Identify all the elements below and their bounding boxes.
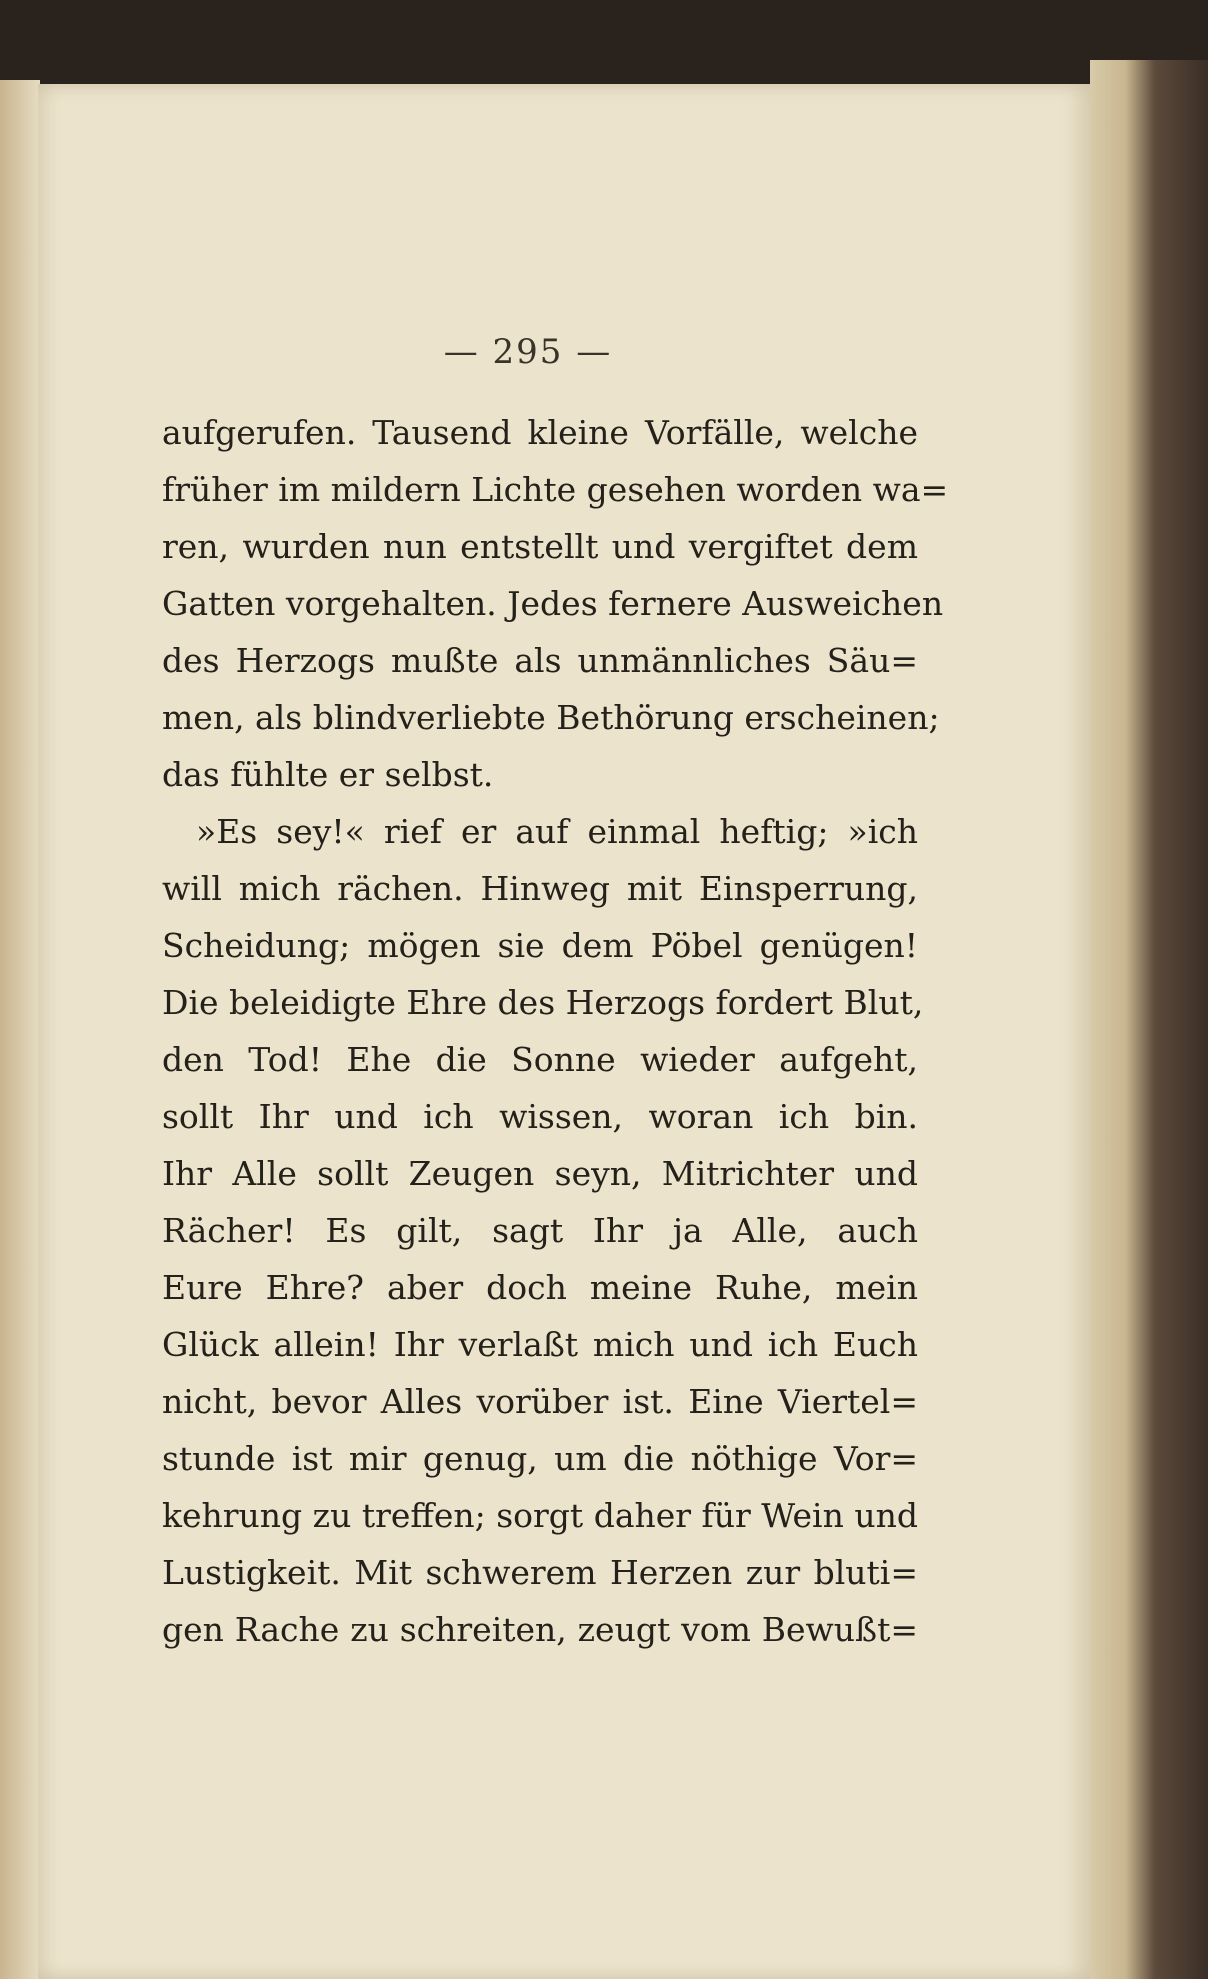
text-line: Ihr Alle sollt Zeugen seyn, Mitrichter und xyxy=(162,1154,918,1193)
book-cover-edge xyxy=(1090,60,1208,1979)
left-page-edge xyxy=(0,80,40,1979)
text-line: Scheidung; mögen sie dem Pöbel genügen! xyxy=(162,926,918,965)
text-line: das fühlte er selbst. xyxy=(162,755,494,794)
text-line: men, als blindverliebte Bethörung erscheinen; xyxy=(162,698,940,737)
text-line: Lustigkeit. Mit schwerem Herzen zur bluti= xyxy=(162,1553,918,1592)
text-line: »Es sey!« rief er auf einmal heftig; »ich xyxy=(196,812,918,851)
text-line: kehrung zu treffen; sorgt daher für Wein und xyxy=(162,1496,918,1535)
text-line: aufgerufen. Tausend kleine Vorfälle, welche xyxy=(162,413,918,452)
text-line: Eure Ehre? aber doch meine Ruhe, mein xyxy=(162,1268,918,1307)
body-text xyxy=(162,404,949,1658)
text-line: ren, wurden nun entstellt und vergiftet dem xyxy=(162,527,918,566)
text-line: stunde ist mir genug, um die nöthige Vor= xyxy=(162,1439,918,1478)
text-line: Glück allein! Ihr verlaßt mich und ich Euch xyxy=(162,1325,918,1364)
page-number: — 295 — xyxy=(443,332,613,372)
text-line: Die beleidigte Ehre des Herzogs fordert Blut, xyxy=(162,983,924,1022)
text-line: Gatten vorgehalten. Jedes fernere Ausweichen xyxy=(162,584,944,623)
book-page xyxy=(38,84,1090,1979)
text-line: nicht, bevor Alles vorüber ist. Eine Viertel= xyxy=(162,1382,918,1421)
text-line: sollt Ihr und ich wissen, woran ich bin. xyxy=(162,1097,918,1136)
text-line: den Tod! Ehe die Sonne wieder aufgeht, xyxy=(162,1040,918,1079)
text-line: will mich rächen. Hinweg mit Einsperrung, xyxy=(162,869,918,908)
text-line: Rächer! Es gilt, sagt Ihr ja Alle, auch xyxy=(162,1211,918,1250)
text-line: gen Rache zu schreiten, zeugt vom Bewußt= xyxy=(162,1610,918,1649)
text-line: früher im mildern Lichte gesehen worden wa= xyxy=(162,470,949,509)
text-line: des Herzogs mußte als unmännliches Säu= xyxy=(162,641,918,680)
